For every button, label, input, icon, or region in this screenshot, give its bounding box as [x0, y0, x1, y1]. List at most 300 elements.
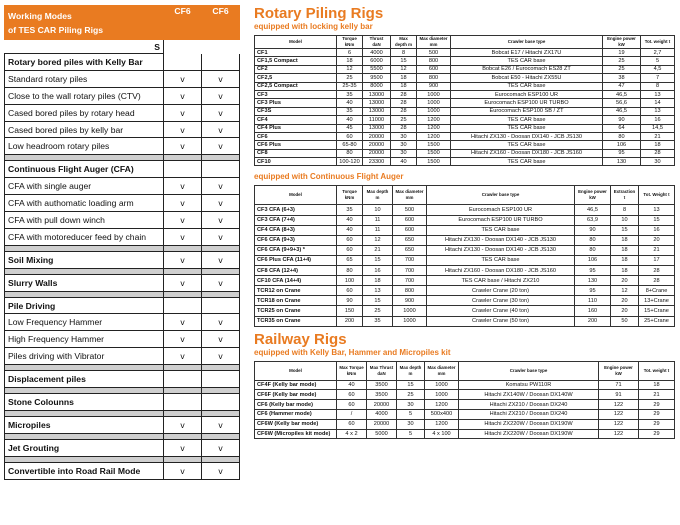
cfa-cell: Eurocomach ESP100 UR	[427, 205, 575, 215]
mode-check-cf6-a	[164, 371, 202, 388]
cfa-col-header: Tot. Weight t	[639, 186, 675, 205]
mode-label: Convertible into Road Rail Mode	[5, 462, 164, 479]
rotary-cell: 6	[337, 49, 363, 57]
cfa-cell: 800	[393, 286, 427, 296]
rotary-cell: 800	[417, 74, 451, 82]
cfa-cell: 600	[393, 215, 427, 225]
rotary-cell: 25	[337, 74, 363, 82]
railway-cell: 500x400	[425, 409, 459, 419]
rotary-cell: 800	[417, 57, 451, 65]
railway-cell: 1000	[425, 380, 459, 390]
mode-check-cf6-b: v	[202, 314, 240, 331]
rotary-model-cell: CF8	[255, 149, 337, 157]
rotary-cell: 95	[603, 149, 641, 157]
cfa-cell: 35	[363, 316, 393, 326]
rotary-cell: 9500	[363, 74, 391, 82]
railway-title: Railway Rigs	[254, 330, 347, 348]
mode-check-cf6-b: v	[202, 274, 240, 291]
cfa-row	[255, 316, 675, 326]
railway-row	[255, 409, 675, 419]
rotary-cell: 13000	[363, 107, 391, 115]
rotary-model-cell: CF2,5	[255, 74, 337, 82]
cfa-cell: 900	[393, 296, 427, 306]
cfa-row	[255, 266, 675, 276]
rotary-cell: 28	[391, 99, 417, 107]
rotary-col-header: Engine power kW	[603, 36, 641, 49]
cfa-cell: 8+Crane	[639, 286, 675, 296]
cfa-cell: 16	[639, 225, 675, 235]
rotary-cell: Hitachi ZX130 - Doosan DX140 - JCB JS130	[451, 132, 603, 140]
cfa-cell: 130	[575, 276, 611, 286]
rotary-cell: 14	[641, 99, 675, 107]
mode-label: Pile Driving	[5, 297, 164, 314]
mode-label: Jet Grouting	[5, 439, 164, 456]
cfa-cell: 10	[611, 215, 639, 225]
rotary-cell: 8000	[363, 82, 391, 90]
mode-label: Close to the wall rotary piles (CTV)	[5, 87, 164, 104]
mode-label: Standard rotary piles	[5, 70, 164, 87]
mode-check-cf6-b: v	[202, 195, 240, 212]
railway-cell: Hitachi ZX210 / Doosan DX240	[459, 400, 599, 410]
mode-label: CFA with single auger	[5, 178, 164, 195]
railway-cell: 18	[639, 380, 675, 390]
railway-cell: Komatsu PW110R	[459, 380, 599, 390]
rotary-cell: 8	[391, 49, 417, 57]
railway-col-header: Max diameter mm	[425, 361, 459, 380]
mode-check-cf6-a: v	[164, 462, 202, 479]
rotary-cell: 21	[641, 132, 675, 140]
cfa-cell: 65	[337, 255, 363, 265]
cfa-cell: Crawler Crane (30 ton)	[427, 296, 575, 306]
cfa-cell: 1000	[393, 316, 427, 326]
rotary-cell: 19	[603, 49, 641, 57]
rotary-col-header: Max depth m	[391, 36, 417, 49]
rotary-row	[255, 132, 675, 140]
railway-row	[255, 380, 675, 390]
rotary-cell: 600	[417, 65, 451, 73]
cfa-table	[254, 185, 675, 326]
rotary-cell: 5	[641, 57, 675, 65]
rotary-cell: 16	[641, 116, 675, 124]
cfa-col-header: Engine power kW	[575, 186, 611, 205]
rotary-cell: TES CAR base	[451, 124, 603, 132]
rotary-cell: 25-35	[337, 82, 363, 90]
mode-label: Continuous Flight Auger (CFA)	[5, 161, 164, 178]
rotary-model-cell: CF2	[255, 65, 337, 73]
cfa-cell: TES CAR base	[427, 225, 575, 235]
col-header-cf6-b: CF6	[202, 6, 240, 40]
mode-row	[5, 212, 240, 229]
cfa-cell: TES CAR base / Hitachi ZX210	[427, 276, 575, 286]
rotary-cell: 38	[603, 74, 641, 82]
rotary-model-cell: CF3 Plus	[255, 99, 337, 107]
cfa-cell: 110	[575, 296, 611, 306]
rotary-cell: 4,5	[641, 65, 675, 73]
railway-row	[255, 419, 675, 429]
cfa-cell: 700	[393, 266, 427, 276]
rotary-cell: 130	[603, 158, 641, 166]
cfa-cell: 20	[611, 276, 639, 286]
mode-check-cf6-a: v	[164, 70, 202, 87]
railway-cell: 4 x 100	[425, 429, 459, 439]
cfa-model-cell: CF3 CFA (6+3)	[255, 205, 337, 215]
cfa-cell: 21	[363, 245, 393, 255]
rotary-model-cell: CF1,5 Compact	[255, 57, 337, 65]
cfa-cell: 90	[575, 225, 611, 235]
mode-check-cf6-b: v	[202, 228, 240, 245]
railway-col-header: Engine power kW	[599, 361, 639, 380]
cfa-cell: 80	[337, 266, 363, 276]
cfa-cell: 13	[639, 205, 675, 215]
railway-row	[255, 429, 675, 439]
mode-row	[5, 348, 240, 365]
railway-cell: 1000	[425, 390, 459, 400]
mode-label: CFA with motoreducer feed by chain	[5, 228, 164, 245]
cfa-cell: TES CAR base	[427, 255, 575, 265]
cfa-cell: 10	[363, 205, 393, 215]
cfa-col-header: Max diameter mm	[393, 186, 427, 205]
rotary-cell: 45	[337, 124, 363, 132]
railway-model-cell: CF6F (Kelly bar mode)	[255, 390, 337, 400]
mode-row	[5, 70, 240, 87]
mode-label: CFA with authomatic loading arm	[5, 195, 164, 212]
cfa-cell: 13+Crane	[639, 296, 675, 306]
rotary-row	[255, 149, 675, 157]
mode-check-cf6-a: v	[164, 274, 202, 291]
cfa-cell: 60	[337, 286, 363, 296]
railway-col-header: Model	[255, 361, 337, 380]
railway-cell: 4000	[367, 409, 397, 419]
rotary-cell: Hitachi ZX160 - Doosan DX180 - JCB JS160	[451, 149, 603, 157]
cfa-cell: 80	[575, 235, 611, 245]
cfa-header-row	[255, 186, 675, 205]
railway-cell: 40	[337, 380, 367, 390]
rotary-cell: 1000	[417, 99, 451, 107]
rotary-subtitle: equipped with locking kelly bar	[254, 22, 373, 31]
cfa-cell: 11	[363, 215, 393, 225]
section-row	[5, 462, 240, 479]
cfa-cell: 80	[575, 245, 611, 255]
section-row	[5, 274, 240, 291]
mode-check-cf6-a: v	[164, 348, 202, 365]
mode-check-cf6-a: v	[164, 87, 202, 104]
railway-model-cell: CF4F (Kelly bar mode)	[255, 380, 337, 390]
cfa-cell: 15	[639, 215, 675, 225]
rotary-cell: TES CAR base	[451, 158, 603, 166]
mode-check-cf6-b: v	[202, 439, 240, 456]
mode-label: Soil Mixing	[5, 251, 164, 268]
railway-cell: 15	[397, 380, 425, 390]
rotary-col-header: Model	[255, 36, 337, 49]
rotary-model-cell: CF6	[255, 132, 337, 140]
mode-row	[5, 138, 240, 155]
rotary-model-cell: CF4 Plus	[255, 124, 337, 132]
cfa-cell: 40	[337, 225, 363, 235]
rotary-cell: 1200	[417, 116, 451, 124]
section-row	[5, 251, 240, 268]
railway-cell: 91	[599, 390, 639, 400]
cfa-cell: 15	[611, 225, 639, 235]
cfa-cell: 18	[363, 276, 393, 286]
rotary-cell: 20000	[363, 141, 391, 149]
cfa-cell: 18	[611, 245, 639, 255]
rotary-cell: Eurocomach ESP100 UR	[451, 90, 603, 98]
rotary-cell: 1500	[417, 141, 451, 149]
rotary-cell: 500	[417, 49, 451, 57]
railway-cell: 5	[397, 429, 425, 439]
rotary-cell: 40	[337, 116, 363, 124]
cfa-cell: 1000	[393, 306, 427, 316]
rotary-cell: 1200	[417, 124, 451, 132]
rotary-cell: 11000	[363, 116, 391, 124]
rotary-cell: Bobcat E17 / Hitachi ZX17U	[451, 49, 603, 57]
mode-check-cf6-b: v	[202, 70, 240, 87]
railway-cell: Hitachi ZX140W / Doosan DX140W	[459, 390, 599, 400]
cfa-row	[255, 235, 675, 245]
mode-check-cf6-b: v	[202, 212, 240, 229]
mode-label: Piles driving with Vibrator	[5, 348, 164, 365]
cfa-model-cell: TCR25 on Crane	[255, 306, 337, 316]
railway-table	[254, 361, 675, 440]
rotary-cell: 18	[337, 57, 363, 65]
mode-label: Low headroom rotary piles	[5, 138, 164, 155]
mode-row	[5, 104, 240, 121]
cfa-cell: 17	[639, 255, 675, 265]
mode-check-cf6-a: v	[164, 439, 202, 456]
rotary-cell: 90	[603, 116, 641, 124]
section-row	[5, 394, 240, 411]
cfa-model-cell: CF6 CFA (9+9+3) *	[255, 245, 337, 255]
mode-label: High Frequency Hammer	[5, 331, 164, 348]
rotary-cell: TES CAR base	[451, 141, 603, 149]
railway-col-header: Max Thrust daN	[367, 361, 397, 380]
rotary-cell: 12	[391, 65, 417, 73]
mode-check-cf6-a: v	[164, 195, 202, 212]
rotary-table	[254, 35, 675, 166]
mode-row	[5, 178, 240, 195]
rotary-cell: 30	[641, 158, 675, 166]
cfa-cell: 160	[575, 306, 611, 316]
rotary-cell: 13	[641, 107, 675, 115]
cfa-cell: Crawler Crane (40 ton)	[427, 306, 575, 316]
cfa-col-header: Crawler base type	[427, 186, 575, 205]
rotary-cell: 1000	[417, 107, 451, 115]
rotary-cell: Eurocomach ESP100 SB / ZT	[451, 107, 603, 115]
mode-label: Stone Colounns	[5, 394, 164, 411]
cfa-cell: 650	[393, 235, 427, 245]
cfa-cell: 50	[611, 316, 639, 326]
railway-cell: Hitachi ZX220W / Doosan DX190W	[459, 429, 599, 439]
rotary-cell: 4000	[363, 49, 391, 57]
rotary-cell: 47	[603, 82, 641, 90]
cfa-cell: 63,9	[575, 215, 611, 225]
railway-cell: 20000	[367, 400, 397, 410]
rotary-cell: 14,5	[641, 124, 675, 132]
cfa-row	[255, 205, 675, 215]
cfa-cell: Hitachi ZX130 - Doosan DX140 - JCB JS130	[427, 235, 575, 245]
railway-col-header: Tot. weight t	[639, 361, 675, 380]
section-row	[5, 297, 240, 314]
mode-check-cf6-b: v	[202, 121, 240, 138]
mode-check-cf6-a: v	[164, 138, 202, 155]
cfa-cell: 106	[575, 255, 611, 265]
mode-check-cf6-a: v	[164, 331, 202, 348]
railway-subtitle: equipped with Kelly Bar, Hammer and Micropiles kit	[254, 347, 451, 357]
mode-row	[5, 121, 240, 138]
rotary-cell: 12	[337, 65, 363, 73]
mode-check-cf6-b	[202, 371, 240, 388]
railway-cell: 29	[639, 429, 675, 439]
mode-check-cf6-a: v	[164, 251, 202, 268]
mode-check-cf6-a: v	[164, 228, 202, 245]
cfa-cell: 60	[337, 245, 363, 255]
cfa-cell: 11	[363, 225, 393, 235]
railway-cell: 5000	[367, 429, 397, 439]
rigs-panel	[254, 5, 674, 439]
rotary-cell: 1500	[417, 158, 451, 166]
rotary-cell: Bobcat E26 / Eurocomach ES28 ZT	[451, 65, 603, 73]
mode-check-cf6-b: v	[202, 331, 240, 348]
rotary-row	[255, 99, 675, 107]
mode-check-cf6-a	[164, 394, 202, 411]
cfa-cell: 95	[575, 266, 611, 276]
railway-col-header: Max Torque kNm	[337, 361, 367, 380]
cfa-cell: 60	[337, 235, 363, 245]
rotary-cell: 100-120	[337, 158, 363, 166]
mode-check-cf6-a: v	[164, 104, 202, 121]
rotary-cell: 25	[603, 65, 641, 73]
rotary-col-header: Thrust daN	[363, 36, 391, 49]
cfa-cell: 18	[611, 255, 639, 265]
mode-check-cf6-b	[202, 161, 240, 178]
cfa-col-header: Model	[255, 186, 337, 205]
rotary-cell: 40	[337, 99, 363, 107]
rotary-row	[255, 65, 675, 73]
cfa-model-cell: TCR35 on Crane	[255, 316, 337, 326]
railway-cell: 5	[397, 409, 425, 419]
rotary-cell: TES CAR base	[451, 82, 603, 90]
rotary-col-header: Max diameter mm	[417, 36, 451, 49]
cfa-cell: 650	[393, 245, 427, 255]
rotary-cell: 900	[417, 82, 451, 90]
cfa-cell: 16	[363, 266, 393, 276]
cfa-cell: 12	[611, 286, 639, 296]
rotary-cell: 18	[391, 74, 417, 82]
rotary-cell: 80	[603, 132, 641, 140]
section-row	[5, 161, 240, 178]
cfa-cell: 12	[363, 235, 393, 245]
mode-check-cf6-b	[202, 297, 240, 314]
railway-cell: 122	[599, 400, 639, 410]
cfa-cell: 20	[639, 235, 675, 245]
mode-label: Cased bored piles by rotary head	[5, 104, 164, 121]
mode-check-cf6-a: v	[164, 178, 202, 195]
col-header-cf6-a: CF6	[164, 6, 202, 40]
rotary-row	[255, 141, 675, 149]
cfa-model-cell: TCR18 on Crane	[255, 296, 337, 306]
cfa-cell: 18	[611, 235, 639, 245]
rotary-cell: 56,6	[603, 99, 641, 107]
mode-row	[5, 195, 240, 212]
mode-check-cf6-a	[164, 161, 202, 178]
mode-label: Cased bored piles by kelly bar	[5, 121, 164, 138]
rotary-cell: 2,7	[641, 49, 675, 57]
cfa-cell: 95	[575, 286, 611, 296]
mode-row	[5, 314, 240, 331]
mode-check-cf6-a: v	[164, 212, 202, 229]
rotary-cell: 28	[391, 124, 417, 132]
rotary-cell: 6000	[363, 57, 391, 65]
cfa-cell: 13	[363, 286, 393, 296]
rotary-cell: 28	[641, 149, 675, 157]
mode-check-cf6-a: v	[164, 121, 202, 138]
rotary-cell: 60	[337, 132, 363, 140]
railway-cell: 3500	[367, 380, 397, 390]
railway-cell: 29	[639, 419, 675, 429]
rotary-cell: 20000	[363, 132, 391, 140]
railway-cell: 30	[397, 419, 425, 429]
mode-check-cf6-b: v	[202, 462, 240, 479]
mode-check-cf6-b: v	[202, 251, 240, 268]
railway-model-cell: CF6W (Micropiles kit mode)	[255, 429, 337, 439]
mode-check-cf6-b	[202, 394, 240, 411]
rotary-cell: 7	[641, 74, 675, 82]
cfa-cell: 28	[639, 266, 675, 276]
cfa-cell: 25+Crane	[639, 316, 675, 326]
rotary-cell: 1200	[417, 132, 451, 140]
rotary-col-header: Crawler base type	[451, 36, 603, 49]
working-modes-panel	[4, 5, 240, 480]
cfa-cell: 21	[639, 245, 675, 255]
rotary-model-cell: CF3S	[255, 107, 337, 115]
railway-cell: 3500	[367, 390, 397, 400]
cfa-row	[255, 245, 675, 255]
railway-cell: 4 x 2	[337, 429, 367, 439]
rotary-cell: 30	[391, 132, 417, 140]
rotary-model-cell: CF2,5 Compact	[255, 82, 337, 90]
rotary-cell: 46,5	[603, 90, 641, 98]
rotary-model-cell: CF3	[255, 90, 337, 98]
rotary-model-cell: CF4	[255, 116, 337, 124]
railway-cell: 60	[337, 419, 367, 429]
rotary-cell: 35	[337, 107, 363, 115]
cfa-cell: 46,5	[575, 205, 611, 215]
mode-label: Low Frequency Hammer	[5, 314, 164, 331]
rotary-row	[255, 107, 675, 115]
rotary-cell: 13	[641, 90, 675, 98]
mode-check-cf6-b: v	[202, 348, 240, 365]
mode-row	[5, 87, 240, 104]
rotary-cell: 25	[391, 116, 417, 124]
mode-check-cf6-b: v	[202, 416, 240, 433]
cfa-model-cell: CF6 Plus CFA (11+4)	[255, 255, 337, 265]
cfa-cell: Hitachi ZX130 - Doosan DX140 - JCB JS130	[427, 245, 575, 255]
rotary-cell: 13000	[363, 99, 391, 107]
railway-col-header: Crawler base type	[459, 361, 599, 380]
cfa-col-header: Max depth m	[363, 186, 393, 205]
mode-check-cf6-b: v	[202, 138, 240, 155]
rotary-cell: 13000	[363, 124, 391, 132]
cfa-row	[255, 215, 675, 225]
rotary-cell: 80	[337, 149, 363, 157]
railway-cell: 1200	[425, 419, 459, 429]
cfa-cell: 28	[639, 276, 675, 286]
mode-check-cf6-b: v	[202, 87, 240, 104]
rotary-cell: 64	[603, 124, 641, 132]
rotary-cell: 13000	[363, 90, 391, 98]
rotary-model-cell: CF10	[255, 158, 337, 166]
working-modes-title: Working Modes of TES CAR Piling Rigs	[5, 6, 164, 40]
